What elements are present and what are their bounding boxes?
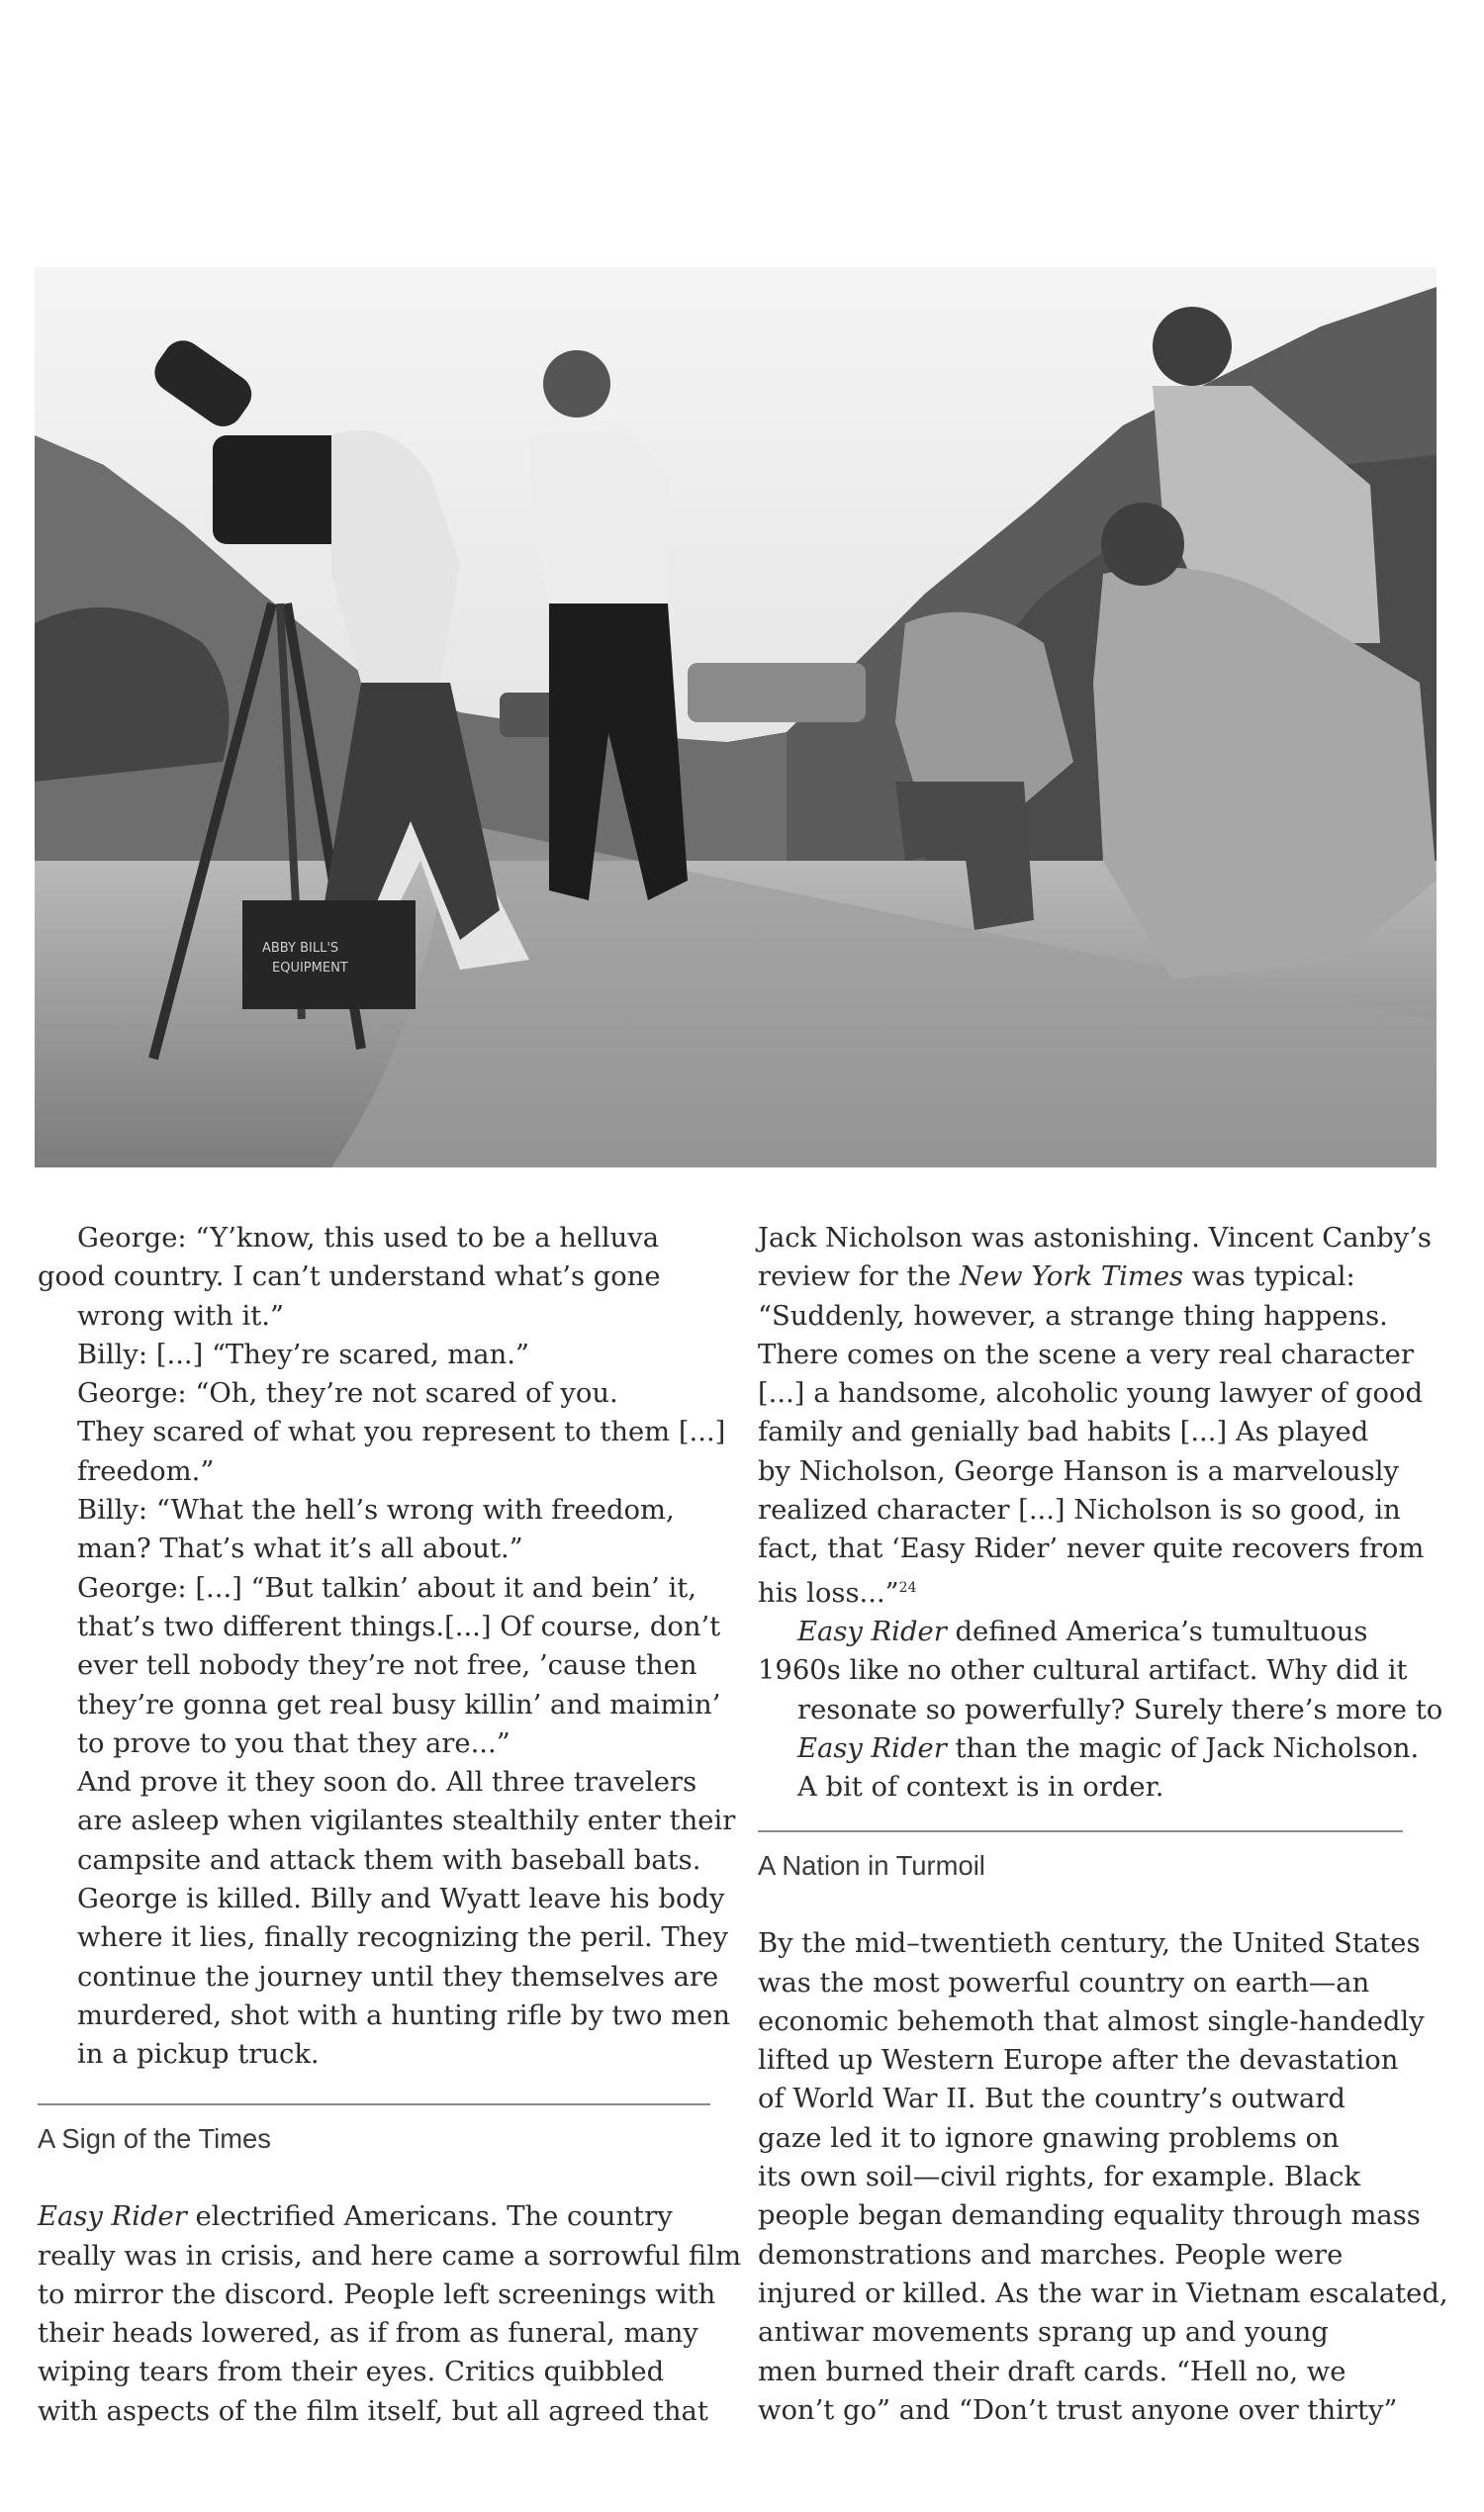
text-line: “Suddenly, however, a strange thing happens. (758, 1300, 1388, 1332)
text-line (758, 1729, 1440, 1768)
publication-title: New York Times (959, 1261, 1184, 1293)
text-line: demonstrations and marches. People were (758, 2239, 1344, 2271)
text-line: Billy: [...] “They’re scared, man.” (77, 1339, 529, 1370)
text-line: George: “Y’know, this used to be a helluva (77, 1223, 660, 1254)
text-line: man? That’s what it’s all about.” (77, 1534, 523, 1565)
text-line: George: [...] “But talkin’ about it and bein’ it, (77, 1572, 696, 1604)
canby-paragraph (758, 1219, 1440, 1613)
text-line: They scared of what you represent to them [...] (77, 1417, 726, 1448)
text-line: people began demanding equality through mass (758, 2200, 1421, 2232)
text-fragment: was typical: (1183, 1261, 1355, 1293)
text-line: wrong with it.” (77, 1300, 284, 1332)
text-line: continue the journey until they themselves are (77, 1961, 719, 1993)
car-background (688, 663, 866, 722)
crouching-man-head (1101, 503, 1184, 586)
text-line: injured or killed. As the war in Vietnam escalated, (758, 2278, 1448, 2309)
right-column (758, 1219, 1443, 1808)
dialogue-billy-1 (38, 1336, 720, 1374)
film-title: Easy Rider (797, 1732, 947, 1764)
text-line: George is killed. Billy and Wyatt leave his body (77, 1884, 725, 1915)
text-line: won’t go” and “Don’t trust anyone over thirty” (758, 2394, 1398, 2426)
camera-body (213, 435, 351, 544)
dialogue-george-3 (38, 1569, 720, 1763)
text-line: And prove it they soon do. All three travelers (77, 1767, 697, 1799)
text-line: its own soil—civil rights, for example. Black (758, 2162, 1361, 2193)
text-line (38, 2197, 710, 2236)
text-line: with aspects of the film itself, but all agreed that (38, 2395, 708, 2427)
left-column (38, 1219, 736, 2075)
text-line: that’s two different things.[...] Of course, don’t (77, 1611, 721, 1642)
text-line: Billy: “What the hell’s wrong with freedom, (77, 1495, 675, 1527)
text-line: their heads lowered, as if from as funeral, many (38, 2318, 698, 2350)
text-line: ever tell nobody they’re not free, ’cause then (77, 1650, 697, 1682)
text-line: freedom.” (77, 1455, 215, 1487)
standing-man-head (543, 350, 610, 418)
text-line: realized character [...] Nicholson is so good, in (758, 1495, 1401, 1527)
text-fragment: electrified Americans. The country (186, 2201, 673, 2233)
standing-man-shirt (529, 430, 668, 604)
text-line: George: “Oh, they’re not scared of you. (77, 1378, 618, 1410)
sign-paragraph (38, 2197, 742, 2431)
text-line: There comes on the scene a very real character (758, 1339, 1414, 1370)
text-fragment: his loss...” (758, 1577, 899, 1609)
dialogue-george-1 (38, 1219, 720, 1336)
text-line: they’re gonna get real busy killin’ and maimin’ (77, 1689, 721, 1721)
text-line: where it lies, finally recognizing the peril. They (77, 1922, 728, 1954)
text-fragment: than the magic of Jack Nicholson. (946, 1732, 1420, 1764)
text-line: A bit of context is in order. (797, 1772, 1164, 1804)
film-title: Easy Rider (38, 2201, 187, 2233)
section-heading: A Nation in Turmoil (758, 1850, 985, 1881)
text-fragment: review for the (758, 1261, 960, 1293)
text-line (758, 1569, 1440, 1613)
text-line: campsite and attack them with baseball bats. (77, 1844, 701, 1876)
right-man-head (1153, 307, 1232, 386)
text-line: wiping tears from their eyes. Critics quibbled (38, 2357, 665, 2388)
text-line: Jack Nicholson was astonishing. Vincent Canby’s (758, 1223, 1432, 1254)
text-line: of World War II. But the country’s outward (758, 2084, 1345, 2115)
text-fragment: defined America’s tumultuous (946, 1617, 1368, 1648)
text-line: men burned their draft cards. “Hell no, we (758, 2356, 1346, 2387)
footnote-marker: 24 (898, 1579, 917, 1596)
text-line: are asleep when vigilantes stealthily enter their (77, 1806, 736, 1837)
text-line: [...] a handsome, alcoholic young lawyer of good (758, 1378, 1424, 1410)
text-line: was the most powerful country on earth—an (758, 1967, 1370, 1999)
text-line: gaze led it to ignore gnawing problems on (758, 2122, 1340, 2154)
film-crew-photo (35, 267, 1437, 1167)
crate-line-2: EQUIPMENT (272, 961, 348, 976)
text-line: good country. I can’t understand what’s gone (38, 1261, 661, 1293)
photo-illustration (35, 267, 1437, 1167)
text-line (758, 1613, 1440, 1651)
text-line: to prove to you that they are...” (77, 1727, 510, 1759)
context-paragraph (758, 1613, 1443, 1807)
film-title: Easy Rider (797, 1617, 947, 1648)
text-line: to mirror the discord. People left screenings with (38, 2279, 716, 2310)
text-line: murdered, shot with a hunting rifle by two men (77, 2000, 730, 2031)
section-heading: A Sign of the Times (38, 2123, 271, 2154)
text-line: By the mid–twentieth century, the United States (758, 1928, 1421, 1960)
text-line: economic behemoth that almost single-handedly (758, 2005, 1425, 2037)
nation-paragraph (758, 1924, 1448, 2430)
dialogue-george-2 (38, 1374, 726, 1491)
text-line: resonate so powerfully? Surely there’s more to (797, 1694, 1443, 1725)
text-line: 1960s like no other cultural artifact. Why did it (758, 1655, 1408, 1687)
crate-line-1: ABBY BILL'S (262, 941, 339, 956)
section-sign-of-the-times (38, 2103, 742, 2431)
text-line: fact, that ‘Easy Rider’ never quite recovers from (758, 1534, 1425, 1565)
text-line (758, 1257, 1440, 1296)
text-line: by Nicholson, George Hanson is a marvelously (758, 1455, 1399, 1487)
narrative-paragraph (38, 1763, 736, 2074)
text-line: family and genially bad habits [...] As played (758, 1417, 1369, 1448)
text-line: lifted up Western Europe after the devastation (758, 2045, 1399, 2077)
section-nation-in-turmoil (758, 1830, 1448, 2430)
dialogue-billy-2 (38, 1491, 720, 1569)
text-line: antiwar movements sprang up and young (758, 2317, 1329, 2349)
text-line: in a pickup truck. (77, 2039, 320, 2071)
text-line: really was in crisis, and here came a sorrowful film (38, 2240, 742, 2272)
